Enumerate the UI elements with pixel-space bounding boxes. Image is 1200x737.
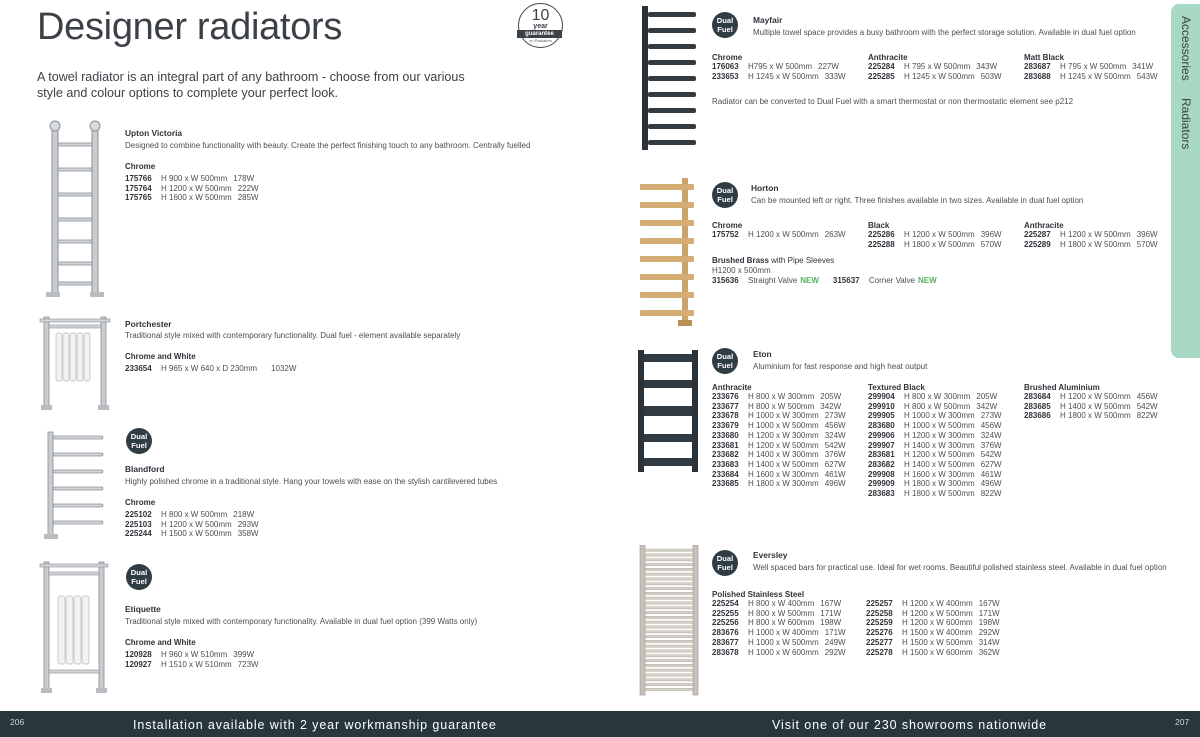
- page-number-left: 206: [10, 717, 25, 727]
- spec-row: 299904 H 800 x W 300mm 205W: [868, 392, 998, 401]
- spec-row: 233684 H 1600 x W 300mm 461W: [712, 469, 846, 479]
- spec-list: [712, 62, 846, 81]
- section-tab[interactable]: [1171, 4, 1200, 358]
- spec-row: 299905 H 1000 x W 300mm 273W: [868, 411, 1002, 421]
- dual-fuel-icon: Dual Fuel: [712, 182, 738, 208]
- spec-row: 225257 H 1200 x W 400mm 167W: [866, 599, 1000, 608]
- spec-list: [712, 599, 846, 657]
- footer-message-right: Visit one of our 230 showrooms nationwide: [772, 718, 1048, 732]
- spec-row: 225285 H 1245 x W 500mm 503W: [868, 71, 1002, 81]
- badge-number: 10: [531, 7, 550, 24]
- spec-row: 225258 H 1200 x W 500mm 171W: [866, 608, 1000, 618]
- badge-word: year: [533, 23, 548, 30]
- product-title-eversley: Eversley: [753, 550, 788, 560]
- spec-row: 299906 H 1200 x W 300mm 324W: [868, 430, 1002, 440]
- spec-list: [1024, 392, 1158, 421]
- spec-row: 283688 H 1245 x W 500mm 543W: [1024, 71, 1158, 81]
- page-number-right: 207: [1175, 717, 1190, 727]
- spec-list: [866, 599, 1000, 657]
- spec-row: 225254 H 800 x W 400mm 167W: [712, 599, 842, 608]
- finish-label: Chrome and White: [125, 638, 196, 647]
- product-description: Can be mounted left or right. Three finishes available in two sizes. Available in dual fuel option: [751, 196, 1084, 205]
- spec-row: 225256 H 800 x W 600mm 198W: [712, 618, 842, 628]
- spec-row: 120928 H 960 x W 510mm 399W: [125, 650, 255, 659]
- product-note: Radiator can be converted to Dual Fuel with a smart thermostat or non thermostatic element see p212: [712, 97, 1074, 106]
- spec-row: 176063 H795 x W 500mm 227W: [712, 62, 839, 71]
- spec-row: 225289 H 1800 x W 500mm 570W: [1024, 239, 1158, 249]
- spec-list: [125, 364, 296, 374]
- finish-label: Anthracite: [868, 53, 908, 62]
- spec-row: 225277 H 1500 x W 500mm 314W: [866, 637, 1000, 647]
- blandford-image: [42, 428, 108, 542]
- spec-row: 283687 H 795 x W 500mm 341W: [1024, 62, 1154, 71]
- spec-row: 233682 H 1400 x W 300mm 376W: [712, 450, 846, 460]
- valve-list: [712, 276, 937, 286]
- spec-row: 233679 H 1000 x W 500mm 456W: [712, 421, 846, 431]
- spec-row: 283682 H 1400 x W 500mm 627W: [868, 459, 1002, 469]
- finish-label: Chrome and White: [125, 352, 196, 361]
- product-description: Traditional style mixed with contemporary functionality. Available in dual fuel option (399 Watts only): [125, 617, 478, 626]
- spec-list: [125, 650, 259, 669]
- dual-fuel-icon: Dual Fuel: [712, 550, 738, 576]
- spec-row: 175764 H 1200 x W 500mm 222W: [125, 183, 259, 193]
- spec-row: 225287 H 1200 x W 500mm 396W: [1024, 230, 1158, 239]
- finish-label: Brushed Aluminium: [1024, 383, 1100, 392]
- new-badge: NEW: [917, 276, 937, 285]
- eversley-image: [638, 545, 700, 697]
- product-description: Highly polished chrome in a traditional style. Hang your towels with ease on the stylish cantilevered tubes: [125, 477, 498, 486]
- guarantee-badge-icon: [518, 3, 563, 48]
- spec-list: [1024, 62, 1158, 81]
- spec-row: 233680 H 1200 x W 300mm 324W: [712, 430, 846, 440]
- spec-list: [868, 392, 1002, 499]
- product-title-portchester: Portchester: [125, 319, 172, 329]
- spec-row: 233678 H 1000 x W 300mm 273W: [712, 411, 846, 421]
- mayfair-image: [638, 6, 700, 152]
- spec-row: 120927 H 1510 x W 510mm 723W: [125, 659, 259, 669]
- spec-row: 233685 H 1800 x W 300mm 496W: [712, 479, 846, 489]
- spec-row: 299910 H 800 x W 500mm 342W: [868, 401, 998, 411]
- eton-image: [638, 350, 700, 474]
- finish-label: Matt Black: [1024, 53, 1065, 62]
- badge-small: on Radiators: [529, 38, 552, 43]
- product-title-etiquette: Etiquette: [125, 604, 161, 614]
- spec-row: 283683 H 1800 x W 500mm 822W: [868, 489, 1002, 499]
- product-description: Well spaced bars for practical use. Ideal for wet rooms. Beautiful polished stainless steel. Available in dual fuel option: [753, 563, 1167, 572]
- spec-row: 233676 H 800 x W 300mm 205W: [712, 392, 842, 401]
- spec-row: 225284 H 795 x W 500mm 343W: [868, 62, 998, 71]
- spec-list: [868, 62, 1002, 81]
- spec-row: 175766 H 900 x W 500mm 178W: [125, 174, 255, 183]
- spec-row: 315636 Straight Valve NEW 315637 Corner Valve NEW: [712, 276, 937, 285]
- finish-label: Anthracite: [1024, 221, 1064, 230]
- spec-row: 299909 H 1800 x W 300mm 496W: [868, 479, 1002, 489]
- spec-row: 299908 H 1600 x W 300mm 461W: [868, 469, 1002, 479]
- spec-row: 283680 H 1000 x W 500mm 456W: [868, 421, 1002, 431]
- product-title-mayfair: Mayfair: [753, 15, 783, 25]
- spec-list: [125, 174, 259, 203]
- dual-fuel-icon: Dual Fuel: [126, 564, 152, 590]
- dual-fuel-icon: Dual Fuel: [712, 348, 738, 374]
- spec-row: 225102 H 800 x W 500mm 218W: [125, 510, 255, 519]
- product-title-horton: Horton: [751, 183, 779, 193]
- footer-message-left: Installation available with 2 year workmanship guarantee: [133, 718, 497, 732]
- portchester-image: [38, 315, 112, 413]
- finish-label: Chrome: [125, 162, 156, 171]
- product-description: Designed to combine functionality with beauty. Create the perfect finishing touch to any bathroom. Centrally fuelled: [125, 141, 531, 150]
- spec-row: 225259 H 1200 x W 600mm 198W: [866, 618, 1000, 628]
- spec-row: 283678 H 1000 x W 600mm 292W: [712, 647, 846, 657]
- spec-list: [868, 230, 1002, 249]
- product-title-upton-victoria: Upton Victoria: [125, 128, 183, 138]
- spec-row: 299907 H 1400 x W 300mm 376W: [868, 440, 1002, 450]
- page-title: Designer radiators: [37, 6, 343, 48]
- spec-row: 225276 H 1500 x W 400mm 292W: [866, 628, 1000, 638]
- finish-label: Black: [868, 221, 890, 230]
- spec-row: 283686 H 1800 x W 500mm 822W: [1024, 411, 1158, 421]
- footer-bar: [0, 711, 1200, 737]
- finish-label: Chrome: [125, 498, 156, 507]
- spec-row: 283684 H 1200 x W 500mm 456W: [1024, 392, 1158, 401]
- spec-row: 225103 H 1200 x W 500mm 293W: [125, 519, 259, 529]
- dual-fuel-icon: Dual Fuel: [712, 12, 738, 38]
- product-description: Traditional style mixed with contemporary functionality. Dual fuel - element available separately: [125, 331, 461, 340]
- spec-row: 233683 H 1400 x W 500mm 627W: [712, 459, 846, 469]
- spec-row: 283681 H 1200 x W 500mm 542W: [868, 450, 1002, 460]
- finish-label: Polished Stainless Steel: [712, 590, 805, 599]
- finish-label: Textured Black: [868, 383, 925, 392]
- product-description: Aluminium for fast response and high heat output: [753, 362, 928, 371]
- spec-list: [712, 392, 846, 489]
- product-description: Multiple towel space provides a busy bathroom with the perfect storage solution. Available in dual fuel option: [753, 28, 1136, 37]
- spec-row: 283685 H 1400 x W 500mm 542W: [1024, 401, 1158, 411]
- etiquette-image: [38, 560, 110, 698]
- spec-row: 225288 H 1800 x W 500mm 570W: [868, 239, 1002, 249]
- spec-row: 225278 H 1500 x W 600mm 362W: [866, 647, 1000, 657]
- spec-row: 283677 H 1000 x W 500mm 249W: [712, 637, 846, 647]
- spec-row: 233677 H 800 x W 500mm 342W: [712, 401, 842, 411]
- tab-accessories[interactable]: Accessories: [1179, 16, 1193, 81]
- spec-row: 233654 H 965 x W 640 x D 230mm 1032W: [125, 364, 297, 373]
- spec-row: 225255 H 800 x W 500mm 171W: [712, 608, 842, 618]
- finish-label: Anthracite: [712, 383, 752, 392]
- product-title-blandford: Blandford: [125, 464, 165, 474]
- dual-fuel-icon: Dual Fuel: [126, 428, 152, 454]
- finish-label: Chrome: [712, 221, 743, 230]
- brass-dimension: H1200 x 500mm: [712, 266, 771, 275]
- spec-row: 283676 H 1000 x W 400mm 171W: [712, 628, 846, 638]
- spec-list: [125, 510, 259, 539]
- intro-text: A towel radiator is an integral part of any bathroom - choose from our various style and colour options to complete your perfect look.: [37, 70, 465, 100]
- spec-list: [1024, 230, 1158, 249]
- finish-label: Chrome: [712, 53, 743, 62]
- finish-label: Brushed Brass with Pipe Sleeves: [712, 256, 835, 265]
- spec-row: 225286 H 1200 x W 500mm 396W: [868, 230, 1002, 239]
- badge-band: guarantee: [517, 30, 562, 38]
- tab-radiators[interactable]: Radiators: [1179, 98, 1193, 150]
- spec-row: 225244 H 1500 x W 500mm 358W: [125, 529, 259, 539]
- spec-row: 233681 H 1200 x W 500mm 542W: [712, 440, 846, 450]
- product-title-eton: Eton: [753, 349, 772, 359]
- spec-list: [712, 230, 846, 240]
- new-badge: NEW: [800, 276, 819, 285]
- upton-victoria-image: [40, 118, 110, 304]
- spec-row: 175765 H 1600 x W 500mm 285W: [125, 193, 259, 203]
- spec-row: 175752 H 1200 x W 500mm 263W: [712, 230, 846, 239]
- spec-row: 233653 H 1245 x W 500mm 333W: [712, 71, 846, 81]
- horton-image: [638, 178, 700, 328]
